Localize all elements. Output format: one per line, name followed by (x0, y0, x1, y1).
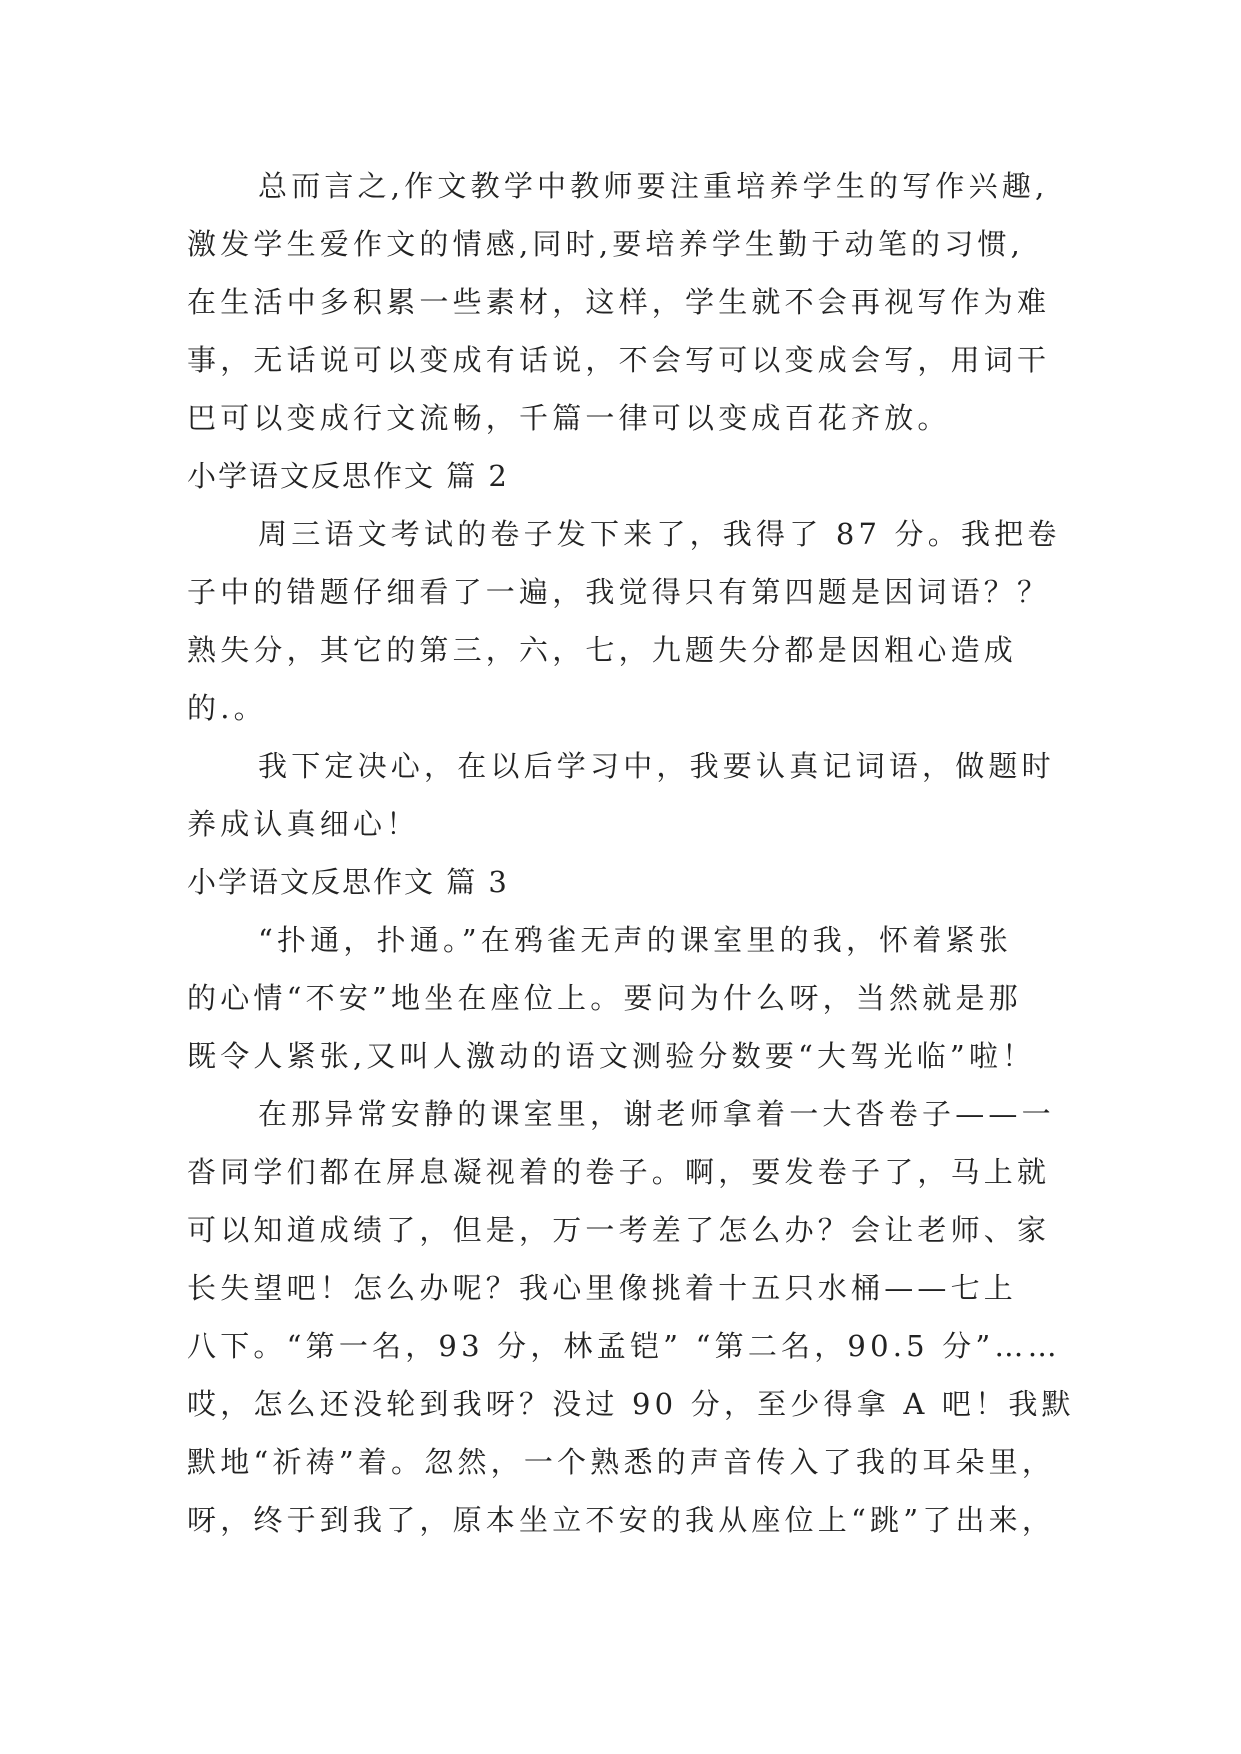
paragraph-line: 我下定决心，在以后学习中，我要认真记词语，做题时 (258, 749, 1055, 783)
paragraph-line: 熟失分，其它的第三，六，七，九题失分都是因粗心造成 (187, 633, 1018, 667)
paragraph-line: 的心情“不安”地坐在座位上。要问为什么呀，当然就是那 (187, 981, 1022, 1015)
paragraph-line: 周三语文考试的卷子发下来了，我得了 87 分。我把卷 (258, 517, 1061, 551)
paragraph-line: 长失望吧！怎么办呢？我心里像挑着十五只水桶——七上 (187, 1271, 1018, 1305)
section-heading: 小学语文反思作文 篇 3 (187, 865, 509, 899)
paragraph-line: 激发学生爱作文的情感,同时,要培养学生勤于动笔的习惯, (187, 227, 1025, 261)
paragraph-line: 巴可以变成行文流畅，千篇一律可以变成百花齐放。 (187, 401, 951, 435)
paragraph-line: 养成认真细心！ (187, 807, 420, 841)
paragraph-line: 子中的错题仔细看了一遍，我觉得只有第四题是因词语？？ (187, 575, 1051, 609)
paragraph-line: “扑通，扑通。”在鸦雀无声的课室里的我，怀着紧张 (258, 923, 1012, 957)
paragraph-line: 既令人紧张,又叫人激动的语文测验分数要“大驾光临”啦！ (187, 1039, 1036, 1073)
paragraph-line: 事，无话说可以变成有话说，不会写可以变成会写，用词干 (187, 343, 1051, 377)
paragraph-line: 沓同学们都在屏息凝视着的卷子。啊，要发卷子了，马上就 (187, 1155, 1051, 1189)
section-heading: 小学语文反思作文 篇 2 (187, 459, 509, 493)
paragraph-line: 哎，怎么还没轮到我呀？没过 90 分，至少得拿 A 吧！我默 (187, 1387, 1075, 1421)
paragraph-line: 在那异常安静的课室里，谢老师拿着一大沓卷子——一 (258, 1097, 1055, 1131)
paragraph-line: 八下。“第一名，93 分，林孟铠” “第二名，90.5 分”…… (187, 1329, 1061, 1363)
paragraph-line: 可以知道成绩了，但是，万一考差了怎么办？会让老师、家 (187, 1213, 1051, 1247)
paragraph-line: 在生活中多积累一些素材，这样，学生就不会再视写作为难 (187, 285, 1051, 319)
paragraph-line: 默地“祈祷”着。忽然，一个熟悉的声音传入了我的耳朵里， (187, 1445, 1056, 1479)
paragraph-line: 总而言之,作文教学中教师要注重培养学生的写作兴趣, (258, 169, 1049, 203)
paragraph-line: 呀，终于到我了，原本坐立不安的我从座位上“跳”了出来， (187, 1503, 1056, 1537)
paragraph-line: 的.。 (187, 691, 267, 725)
